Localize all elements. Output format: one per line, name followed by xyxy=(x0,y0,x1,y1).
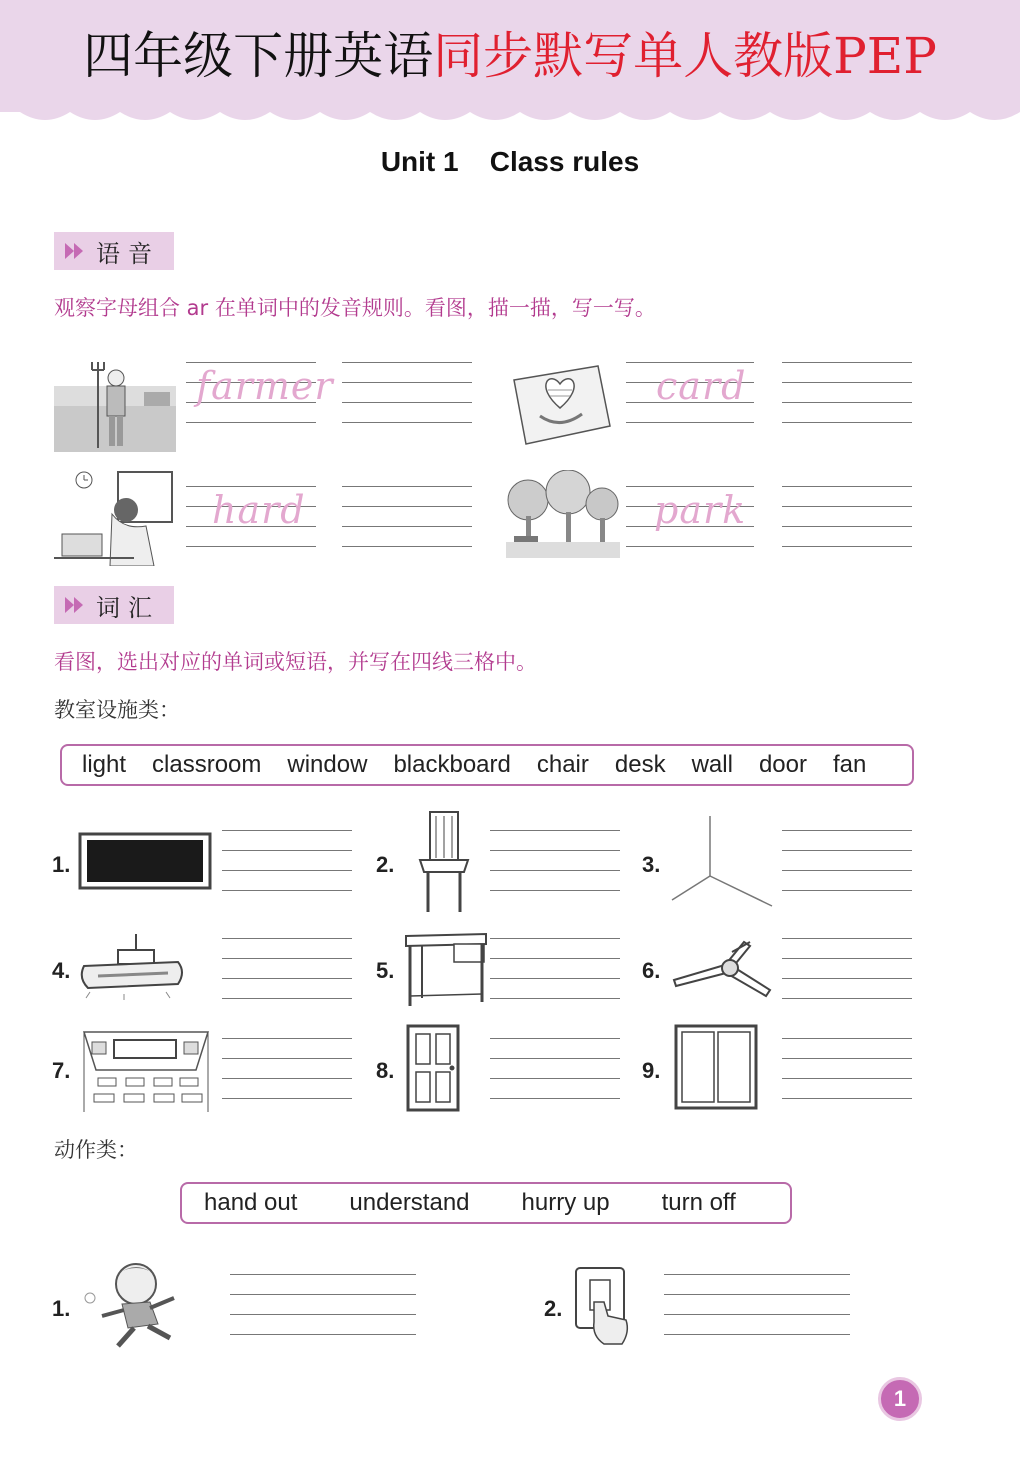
vocab-tag xyxy=(54,586,174,624)
item-number: 9. xyxy=(642,1058,661,1083)
item-number: 7. xyxy=(52,1058,71,1083)
writing-lines[interactable] xyxy=(342,358,472,422)
chair-picture xyxy=(414,810,474,914)
item-number: 5. xyxy=(376,958,395,983)
word-bank-item: hand out xyxy=(204,1189,298,1216)
action-word-bank xyxy=(180,1182,792,1224)
phonics-tag xyxy=(54,232,174,270)
item-number: 1. xyxy=(52,852,71,877)
trace-word: farmer xyxy=(196,364,334,408)
writing-lines[interactable] xyxy=(490,934,620,998)
door-picture xyxy=(406,1024,460,1112)
writing-lines[interactable] xyxy=(222,1034,352,1098)
banner-wave xyxy=(0,92,1020,128)
title-red: 同步默写单人教版PEP xyxy=(433,27,937,85)
classroom-picture xyxy=(80,1028,212,1112)
classroom-heading: 教室设施类： xyxy=(54,698,180,722)
writing-lines[interactable] xyxy=(782,482,912,546)
writing-lines[interactable] xyxy=(222,934,352,998)
writing-lines[interactable] xyxy=(782,826,912,890)
phonics-instruction: 观察字母组合 ar 在单词中的发音规则。看图，描一描，写一写。 xyxy=(54,296,656,320)
item-number: 8. xyxy=(376,1058,395,1083)
item-number: 6. xyxy=(642,958,661,983)
writing-lines[interactable] xyxy=(342,482,472,546)
card-picture xyxy=(506,360,614,448)
writing-lines[interactable] xyxy=(782,358,912,422)
double-arrow-icon xyxy=(64,242,86,260)
title-black: 四年级下册英语 xyxy=(83,27,434,85)
item-number: 1. xyxy=(52,1296,71,1321)
park-picture xyxy=(506,470,620,558)
classroom-word-bank xyxy=(60,744,914,786)
word-bank-item: understand xyxy=(349,1189,470,1216)
farmer-picture xyxy=(54,356,176,452)
page-number: 1 xyxy=(878,1377,922,1421)
item-number: 2. xyxy=(544,1296,563,1321)
writing-lines[interactable] xyxy=(230,1270,416,1334)
trace-word: card xyxy=(656,364,747,408)
word-bank-item: window xyxy=(287,751,368,778)
double-arrow-icon xyxy=(64,596,86,614)
writing-lines[interactable] xyxy=(664,1270,850,1334)
hard-writing-lines xyxy=(186,482,316,546)
word-bank-item: desk xyxy=(614,751,666,778)
blackboard-picture xyxy=(78,832,212,890)
vocab-instruction: 看图，选出对应的单词或短语，并写在四线三格中。 xyxy=(54,650,537,674)
word-bank-item: hurry up xyxy=(521,1189,610,1216)
farmer-writing-lines xyxy=(186,358,334,422)
girl-at-desk-picture xyxy=(54,470,176,566)
card-writing-lines xyxy=(626,358,754,422)
word-bank-item: light xyxy=(82,751,127,778)
writing-lines[interactable] xyxy=(782,934,912,998)
trace-word: hard xyxy=(212,488,306,532)
writing-lines[interactable] xyxy=(490,1034,620,1098)
writing-lines[interactable] xyxy=(490,826,620,890)
trace-word: park xyxy=(654,488,747,532)
writing-lines[interactable] xyxy=(782,1034,912,1098)
light-switch-picture xyxy=(572,1266,632,1346)
vocab-tag-label: 词汇 xyxy=(96,593,160,622)
light-picture xyxy=(78,932,190,1008)
fan-picture xyxy=(670,938,776,998)
wall-picture xyxy=(670,814,774,908)
running-boy-picture xyxy=(78,1254,200,1350)
window-picture xyxy=(674,1024,758,1110)
word-bank-item: blackboard xyxy=(393,751,511,778)
word-bank-item: chair xyxy=(536,751,589,778)
action-heading: 动作类： xyxy=(54,1138,138,1162)
word-bank-item: turn off xyxy=(661,1189,736,1216)
unit-title: Unit 1 Class rules xyxy=(380,146,640,177)
item-number: 4. xyxy=(52,958,71,983)
item-number: 3. xyxy=(642,852,661,877)
banner-title xyxy=(0,24,1020,88)
word-bank-item: classroom xyxy=(152,751,262,778)
phonics-tag-label: 语音 xyxy=(96,239,160,268)
word-bank-item: door xyxy=(758,751,807,778)
word-bank-item: wall xyxy=(691,751,733,778)
word-bank-item: fan xyxy=(832,751,867,778)
park-writing-lines xyxy=(626,482,754,546)
item-number: 2. xyxy=(376,852,395,877)
writing-lines[interactable] xyxy=(222,826,352,890)
desk-picture xyxy=(404,932,488,1008)
